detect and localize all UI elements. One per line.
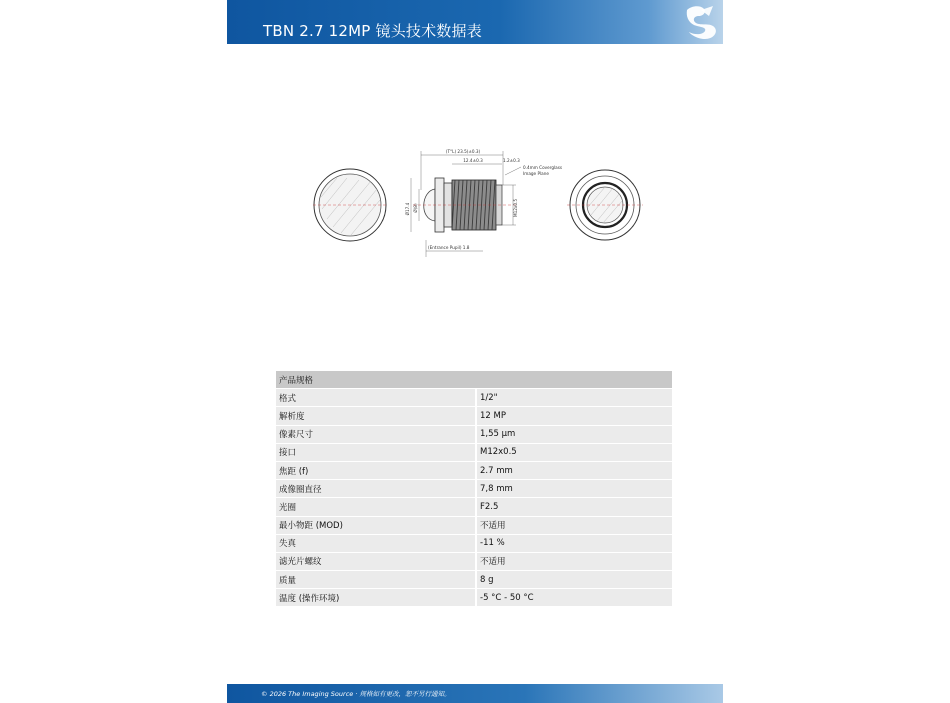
dim-image-plane: Image Plane xyxy=(523,171,549,176)
dim-flange: 1.2±0.3 xyxy=(503,158,520,163)
table-row xyxy=(276,571,672,589)
spec-label: 质量 xyxy=(276,571,476,589)
spec-value: 不适用 xyxy=(476,552,672,570)
dim-thread-length: 12.4±0.3 xyxy=(463,158,483,163)
table-row xyxy=(276,389,672,407)
spec-value: -5 °C - 50 °C xyxy=(476,589,672,607)
spec-label: 温度 (操作环境) xyxy=(276,589,476,607)
company-logo-icon xyxy=(681,2,721,42)
table-row xyxy=(276,552,672,570)
table-row xyxy=(276,461,672,479)
table-row xyxy=(276,443,672,461)
dim-overall: (T°L) 23.5(±0.3) xyxy=(445,149,481,154)
table-row xyxy=(276,498,672,516)
spec-value: M12x0.5 xyxy=(476,443,672,461)
table-row xyxy=(276,589,672,607)
spec-table-heading-row xyxy=(276,371,672,389)
table-row xyxy=(276,516,672,534)
spec-table-heading: 产品规格 xyxy=(276,371,672,389)
dim-inner-diameter: Ø(8) xyxy=(413,203,418,213)
spec-value: 12 MP xyxy=(476,407,672,425)
header-bar xyxy=(227,0,723,44)
spec-label: 失真 xyxy=(276,534,476,552)
spec-label: 最小物距 (MOD) xyxy=(276,516,476,534)
spec-table xyxy=(276,371,672,607)
rear-view xyxy=(567,170,643,240)
spec-value: 1,55 µm xyxy=(476,425,672,443)
table-row xyxy=(276,407,672,425)
side-view xyxy=(405,149,562,257)
table-row xyxy=(276,534,672,552)
spec-value: 7,8 mm xyxy=(476,480,672,498)
spec-label: 接口 xyxy=(276,443,476,461)
dim-thread: M12x0.5 xyxy=(513,198,518,218)
spec-label: 成像圈直径 xyxy=(276,480,476,498)
front-view xyxy=(313,169,387,241)
footer-copyright: © 2026 The Imaging Source · 规格如有更改，恕不另行通知。 xyxy=(261,690,451,698)
spec-label: 焦距 (f) xyxy=(276,461,476,479)
spec-value: 不适用 xyxy=(476,516,672,534)
dim-entrance-pupil: (Entrance Pupil) 1.8 xyxy=(428,245,470,250)
spec-label: 滤光片螺纹 xyxy=(276,552,476,570)
datasheet-page xyxy=(227,0,723,703)
spec-value: F2.5 xyxy=(476,498,672,516)
spec-label: 像素尺寸 xyxy=(276,425,476,443)
dim-outer-diameter: Ø17.4 xyxy=(405,202,410,216)
spec-value: 8 g xyxy=(476,571,672,589)
spec-label: 解析度 xyxy=(276,407,476,425)
spec-value: -11 % xyxy=(476,534,672,552)
spec-label: 光圈 xyxy=(276,498,476,516)
table-row xyxy=(276,480,672,498)
spec-label: 格式 xyxy=(276,389,476,407)
spec-value: 2.7 mm xyxy=(476,461,672,479)
page-title: TBN 2.7 12MP 镜头技术数据表 xyxy=(263,22,482,40)
footer-bar xyxy=(227,684,723,703)
table-row xyxy=(276,425,672,443)
dim-cover-glass: 0.4mm Coverglass xyxy=(523,165,563,170)
spec-value: 1/2" xyxy=(476,389,672,407)
lens-technical-drawing xyxy=(313,145,643,260)
